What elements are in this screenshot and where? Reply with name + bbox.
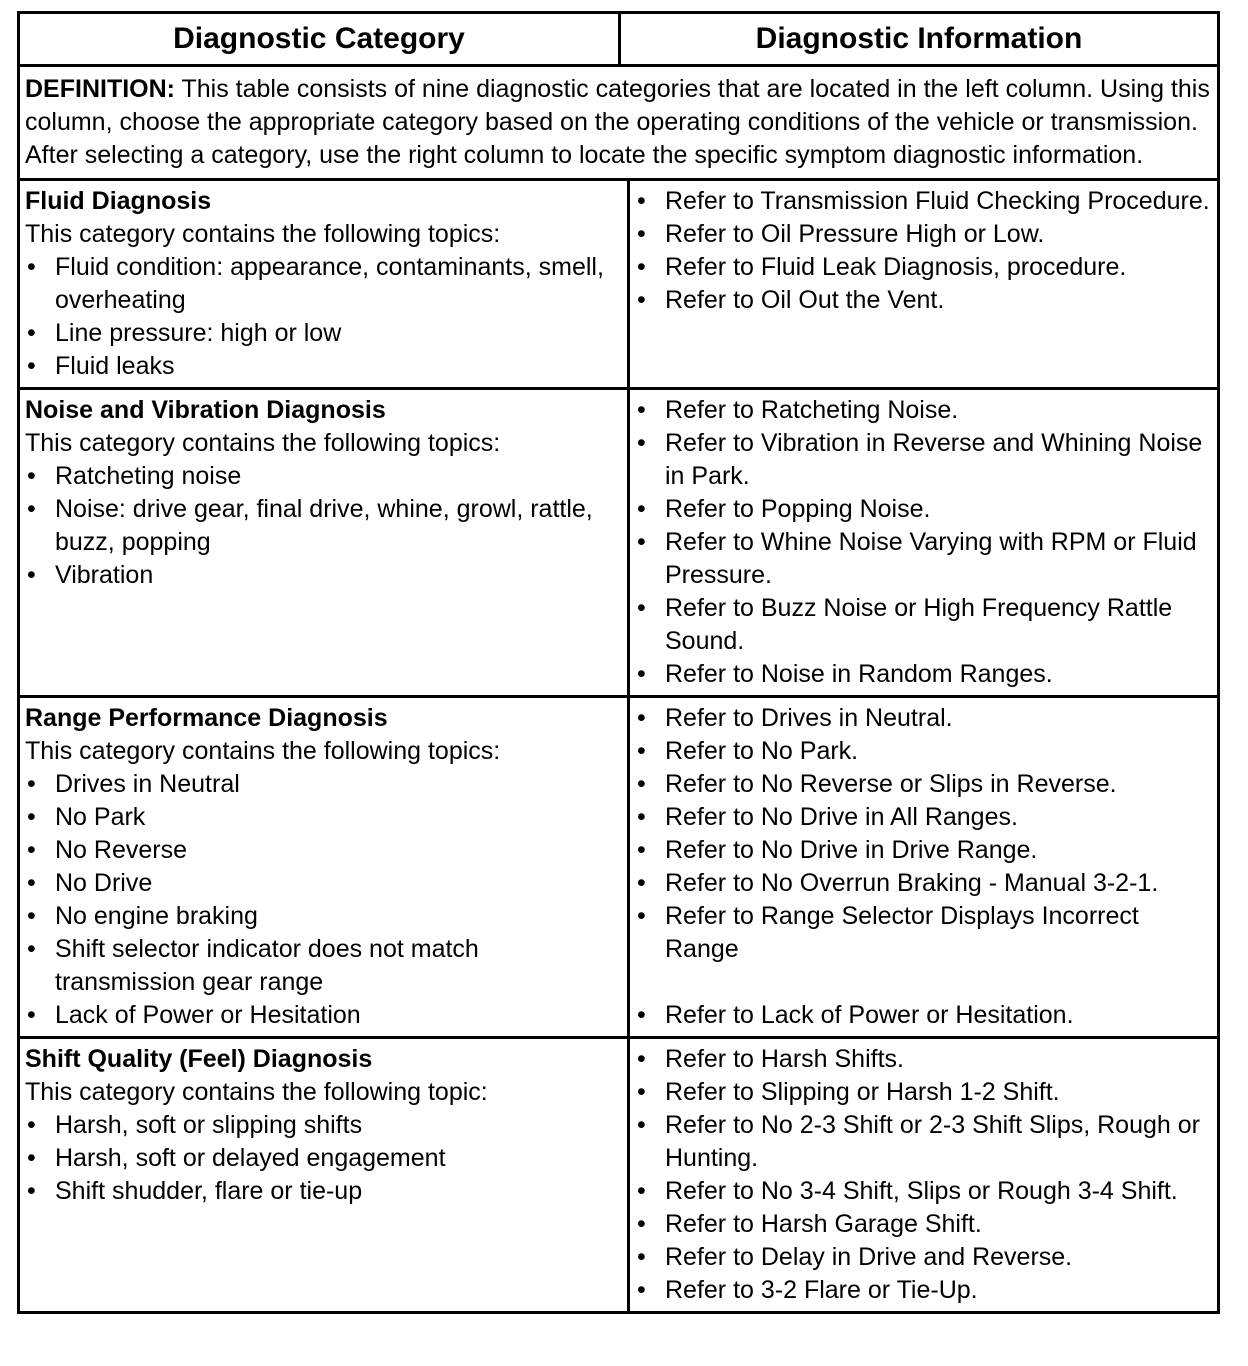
category-cell <box>20 1039 630 1311</box>
info-item: • Refer to Noise in Random Ranges. <box>635 658 1213 691</box>
information-cell <box>630 1039 1217 1311</box>
info-item: • Refer to Ratcheting Noise. <box>635 394 1213 427</box>
information-cell <box>630 390 1217 695</box>
info-item: • Refer to Whine Noise Varying with RPM or Fluid Pressure. <box>635 526 1213 592</box>
header-diagnostic-information: Diagnostic Information <box>755 22 1083 55</box>
definition-text: This table consists of nine diagnostic categories that are located in the left column. Using this column, choose the appropriate category based on the operating conditions of the vehicle or transmission. After selecting a category, use the right column to locate the specific symptom diagnostic information. <box>25 75 1210 169</box>
info-item: • Refer to Range Selector Displays Incorrect Range <box>635 900 1213 966</box>
information-cell <box>630 698 1217 1036</box>
table-row <box>20 1039 1217 1311</box>
topic-item: • Lack of Power or Hesitation <box>25 999 623 1032</box>
category-title: Fluid Diagnosis <box>25 187 212 215</box>
topic-item: • Noise: drive gear, final drive, whine, growl, rattle, buzz, popping <box>25 493 623 559</box>
info-item: • Refer to No 3-4 Shift, Slips or Rough 3-4 Shift. <box>635 1175 1213 1208</box>
info-item: • Refer to 3-2 Flare or Tie-Up. <box>635 1274 1213 1307</box>
topic-item: • Vibration <box>25 559 623 592</box>
info-item: • Refer to Vibration in Reverse and Whining Noise in Park. <box>635 427 1213 493</box>
topic-item: • No Drive <box>25 867 623 900</box>
info-item: • Refer to Harsh Shifts. <box>635 1043 1213 1076</box>
topic-item: • Fluid condition: appearance, contaminants, smell, overheating <box>25 251 623 317</box>
definition-label: DEFINITION: <box>25 75 175 103</box>
info-item: • Refer to No Overrun Braking - Manual 3-2-1. <box>635 867 1213 900</box>
table-header <box>20 14 1217 67</box>
category-title: Range Performance Diagnosis <box>25 704 388 732</box>
topic-item: • Ratcheting noise <box>25 460 623 493</box>
info-item: • Refer to Slipping or Harsh 1-2 Shift. <box>635 1076 1213 1109</box>
category-cell <box>20 698 630 1036</box>
category-intro: This category contains the following topics: <box>25 737 501 765</box>
info-item: • Refer to Transmission Fluid Checking Procedure. <box>635 185 1213 218</box>
table-row <box>20 181 1217 390</box>
info-item: • Refer to No Park. <box>635 735 1213 768</box>
info-item: • Refer to Fluid Leak Diagnosis, procedure. <box>635 251 1213 284</box>
category-intro: This category contains the following topics: <box>25 429 501 457</box>
spacer <box>635 966 1213 999</box>
topic-item: • No engine braking <box>25 900 623 933</box>
info-item: • Refer to No Drive in Drive Range. <box>635 834 1213 867</box>
info-item: • Refer to No Reverse or Slips in Reverse. <box>635 768 1213 801</box>
category-intro: This category contains the following topic: <box>25 1078 488 1106</box>
topic-item: • No Reverse <box>25 834 623 867</box>
category-title: Shift Quality (Feel) Diagnosis <box>25 1045 373 1073</box>
information-cell <box>630 181 1217 387</box>
info-item: • Refer to Lack of Power or Hesitation. <box>635 999 1213 1032</box>
info-item: • Refer to Harsh Garage Shift. <box>635 1208 1213 1241</box>
topic-item: • Shift shudder, flare or tie-up <box>25 1175 623 1208</box>
category-cell <box>20 390 630 695</box>
topic-item: • Drives in Neutral <box>25 768 623 801</box>
topic-item: • Shift selector indicator does not match transmission gear range <box>25 933 623 999</box>
info-item: • Refer to Oil Pressure High or Low. <box>635 218 1213 251</box>
topic-item: • Harsh, soft or slipping shifts <box>25 1109 623 1142</box>
topic-item: • Fluid leaks <box>25 350 623 383</box>
definition-row <box>20 67 1217 181</box>
info-item: • Refer to Drives in Neutral. <box>635 702 1213 735</box>
table-row <box>20 698 1217 1039</box>
topic-item: • Harsh, soft or delayed engagement <box>25 1142 623 1175</box>
info-item: • Refer to No 2-3 Shift or 2-3 Shift Slips, Rough or Hunting. <box>635 1109 1213 1175</box>
info-item: • Refer to Oil Out the Vent. <box>635 284 1213 317</box>
header-diagnostic-category: Diagnostic Category <box>20 14 621 64</box>
info-item: • Refer to Delay in Drive and Reverse. <box>635 1241 1213 1274</box>
category-cell <box>20 181 630 387</box>
info-item: • Refer to Buzz Noise or High Frequency Rattle Sound. <box>635 592 1213 658</box>
diagnostic-table <box>17 11 1220 1314</box>
info-item: • Refer to No Drive in All Ranges. <box>635 801 1213 834</box>
category-title: Noise and Vibration Diagnosis <box>25 396 386 424</box>
category-intro: This category contains the following topics: <box>25 220 501 248</box>
info-item: • Refer to Popping Noise. <box>635 493 1213 526</box>
topic-item: • No Park <box>25 801 623 834</box>
table-row <box>20 390 1217 698</box>
topic-item: • Line pressure: high or low <box>25 317 623 350</box>
